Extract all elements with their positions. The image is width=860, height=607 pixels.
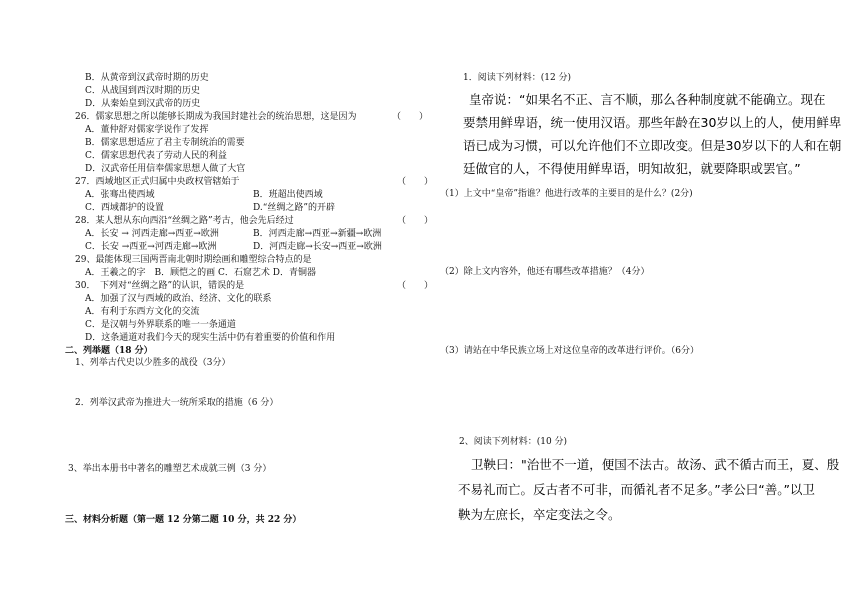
- material2-title: 2、阅读下列材料：(10 分): [459, 437, 568, 447]
- material2-line-3: 鞅为左庶长，卒定变法之令。: [458, 507, 621, 522]
- q30-stem: 30． 下列对“丝绸之路”的认识，错误的是: [75, 281, 245, 291]
- q27-option-b: B．班超出使西域: [253, 190, 323, 200]
- material2-line-1: 卫鞅曰："治世不一道，便国不法古。故汤、武不循古而王，夏、殷: [471, 457, 840, 472]
- material1-line-1: 皇帝说：“如果名不正、言不顺，那么各种制度就不能确立。现在: [469, 92, 826, 107]
- q25-option-d: D．从秦始皇到汉武帝的历史: [85, 99, 201, 109]
- material1-title: 1．阅读下列材料：(12 分): [463, 73, 572, 83]
- q28-option-c: C．长安 →西亚→河西走廊→欧洲: [85, 242, 217, 252]
- q28-option-d: D．河西走廊→长安→西亚→欧洲: [253, 242, 382, 252]
- section2-question-3: 3、举出本册书中著名的雕塑艺术成就三例（3 分）: [68, 464, 272, 474]
- q27-stem: 27．西域地区正式归属中央政权管辖始于: [75, 177, 240, 187]
- q26-option-b: B．儒家思想适应了君主专制统治的需要: [85, 138, 245, 148]
- q26-option-d: D．汉武帝任用信奉儒家思想人做了大官: [85, 164, 246, 174]
- q30-option-c: C．是汉朝与外界联系的唯一一条通道: [85, 320, 236, 330]
- q30-answer-paren: （ ）: [397, 281, 434, 291]
- material1-question-1: （1）上文中“皇帝”指谁？他进行改革的主要目的是什么？(2分): [440, 189, 693, 199]
- q26-option-a: A．董仲舒对儒家学说作了发挥: [85, 125, 209, 135]
- q30-option-a2: A．有利于东西方文化的交流: [85, 307, 200, 317]
- section2-title: 二、列举题（18 分）: [65, 346, 153, 356]
- q28-option-b: B．河西走廊→西亚→新疆→欧洲: [253, 229, 382, 239]
- q27-option-a: A．张骞出使西域: [85, 190, 155, 200]
- q30-option-a1: A．加强了汉与西域的政治、经济、文化的联系: [85, 294, 272, 304]
- q25-option-c: C．从战国到西汉时期的历史: [85, 86, 200, 96]
- q28-stem: 28．某人想从东向西沿“丝绸之路”考古，他会先后经过: [75, 216, 294, 226]
- q28-answer-paren: （ ）: [397, 216, 434, 226]
- q27-option-d: D.“丝绸之路”的开辟: [253, 203, 335, 213]
- material1-line-3: 语已成为习惯，可以允许他们不立即改变。但是30岁以下的人和在朝: [463, 138, 842, 153]
- material1-question-2: （2）除上文内容外，他还有哪些改革措施？（4分）: [440, 267, 650, 277]
- material1-question-3: （3）请站在中华民族立场上对这位皇帝的改革进行评价。（6分）: [440, 346, 699, 356]
- material1-line-4: 廷做官的人，不得使用鲜卑语，明知故犯，就要降职或罢官。”: [463, 161, 801, 176]
- section3-title: 三、材料分析题（第一题 12 分第二题 10 分，共 22 分）: [65, 515, 302, 525]
- q29-options: A．王羲之的字 B．顾恺之的画 C．石窟艺术 D．青铜器: [85, 268, 316, 278]
- q27-option-c: C．西域都护的设置: [85, 203, 164, 213]
- q30-option-d: D．这条通道对我们今天的现实生活中仍有着重要的价值和作用: [85, 333, 336, 343]
- q26-option-c: C．儒家思想代表了劳动人民的利益: [85, 151, 227, 161]
- material2-line-2: 不易礼而亡。反古者不可非，而循礼者不足多。”孝公曰“善。”以卫: [458, 482, 815, 497]
- q25-option-b: B．从黄帝到汉武帝时期的历史: [85, 73, 209, 83]
- section2-question-2: 2．列举汉武帝为推进大一统所采取的措施（6 分）: [75, 398, 279, 408]
- q26-answer-paren: （ ）: [392, 112, 429, 122]
- material1-line-2: 要禁用鲜卑语，统一使用汉语。那些年龄在30岁以上的人，使用鲜卑: [463, 115, 842, 130]
- q27-answer-paren: （ ）: [397, 177, 434, 187]
- q29-stem: 29、最能体现三国两晋南北朝时期绘画和雕塑综合特点的是: [75, 255, 312, 265]
- section2-question-1: 1、列举古代史以少胜多的战役（3分）: [75, 358, 231, 368]
- q26-stem: 26．儒家思想之所以能够长期成为我国封建社会的统治思想，这是因为: [75, 112, 357, 122]
- q28-option-a: A．长安 → 河西走廊→西亚→欧洲: [85, 229, 219, 239]
